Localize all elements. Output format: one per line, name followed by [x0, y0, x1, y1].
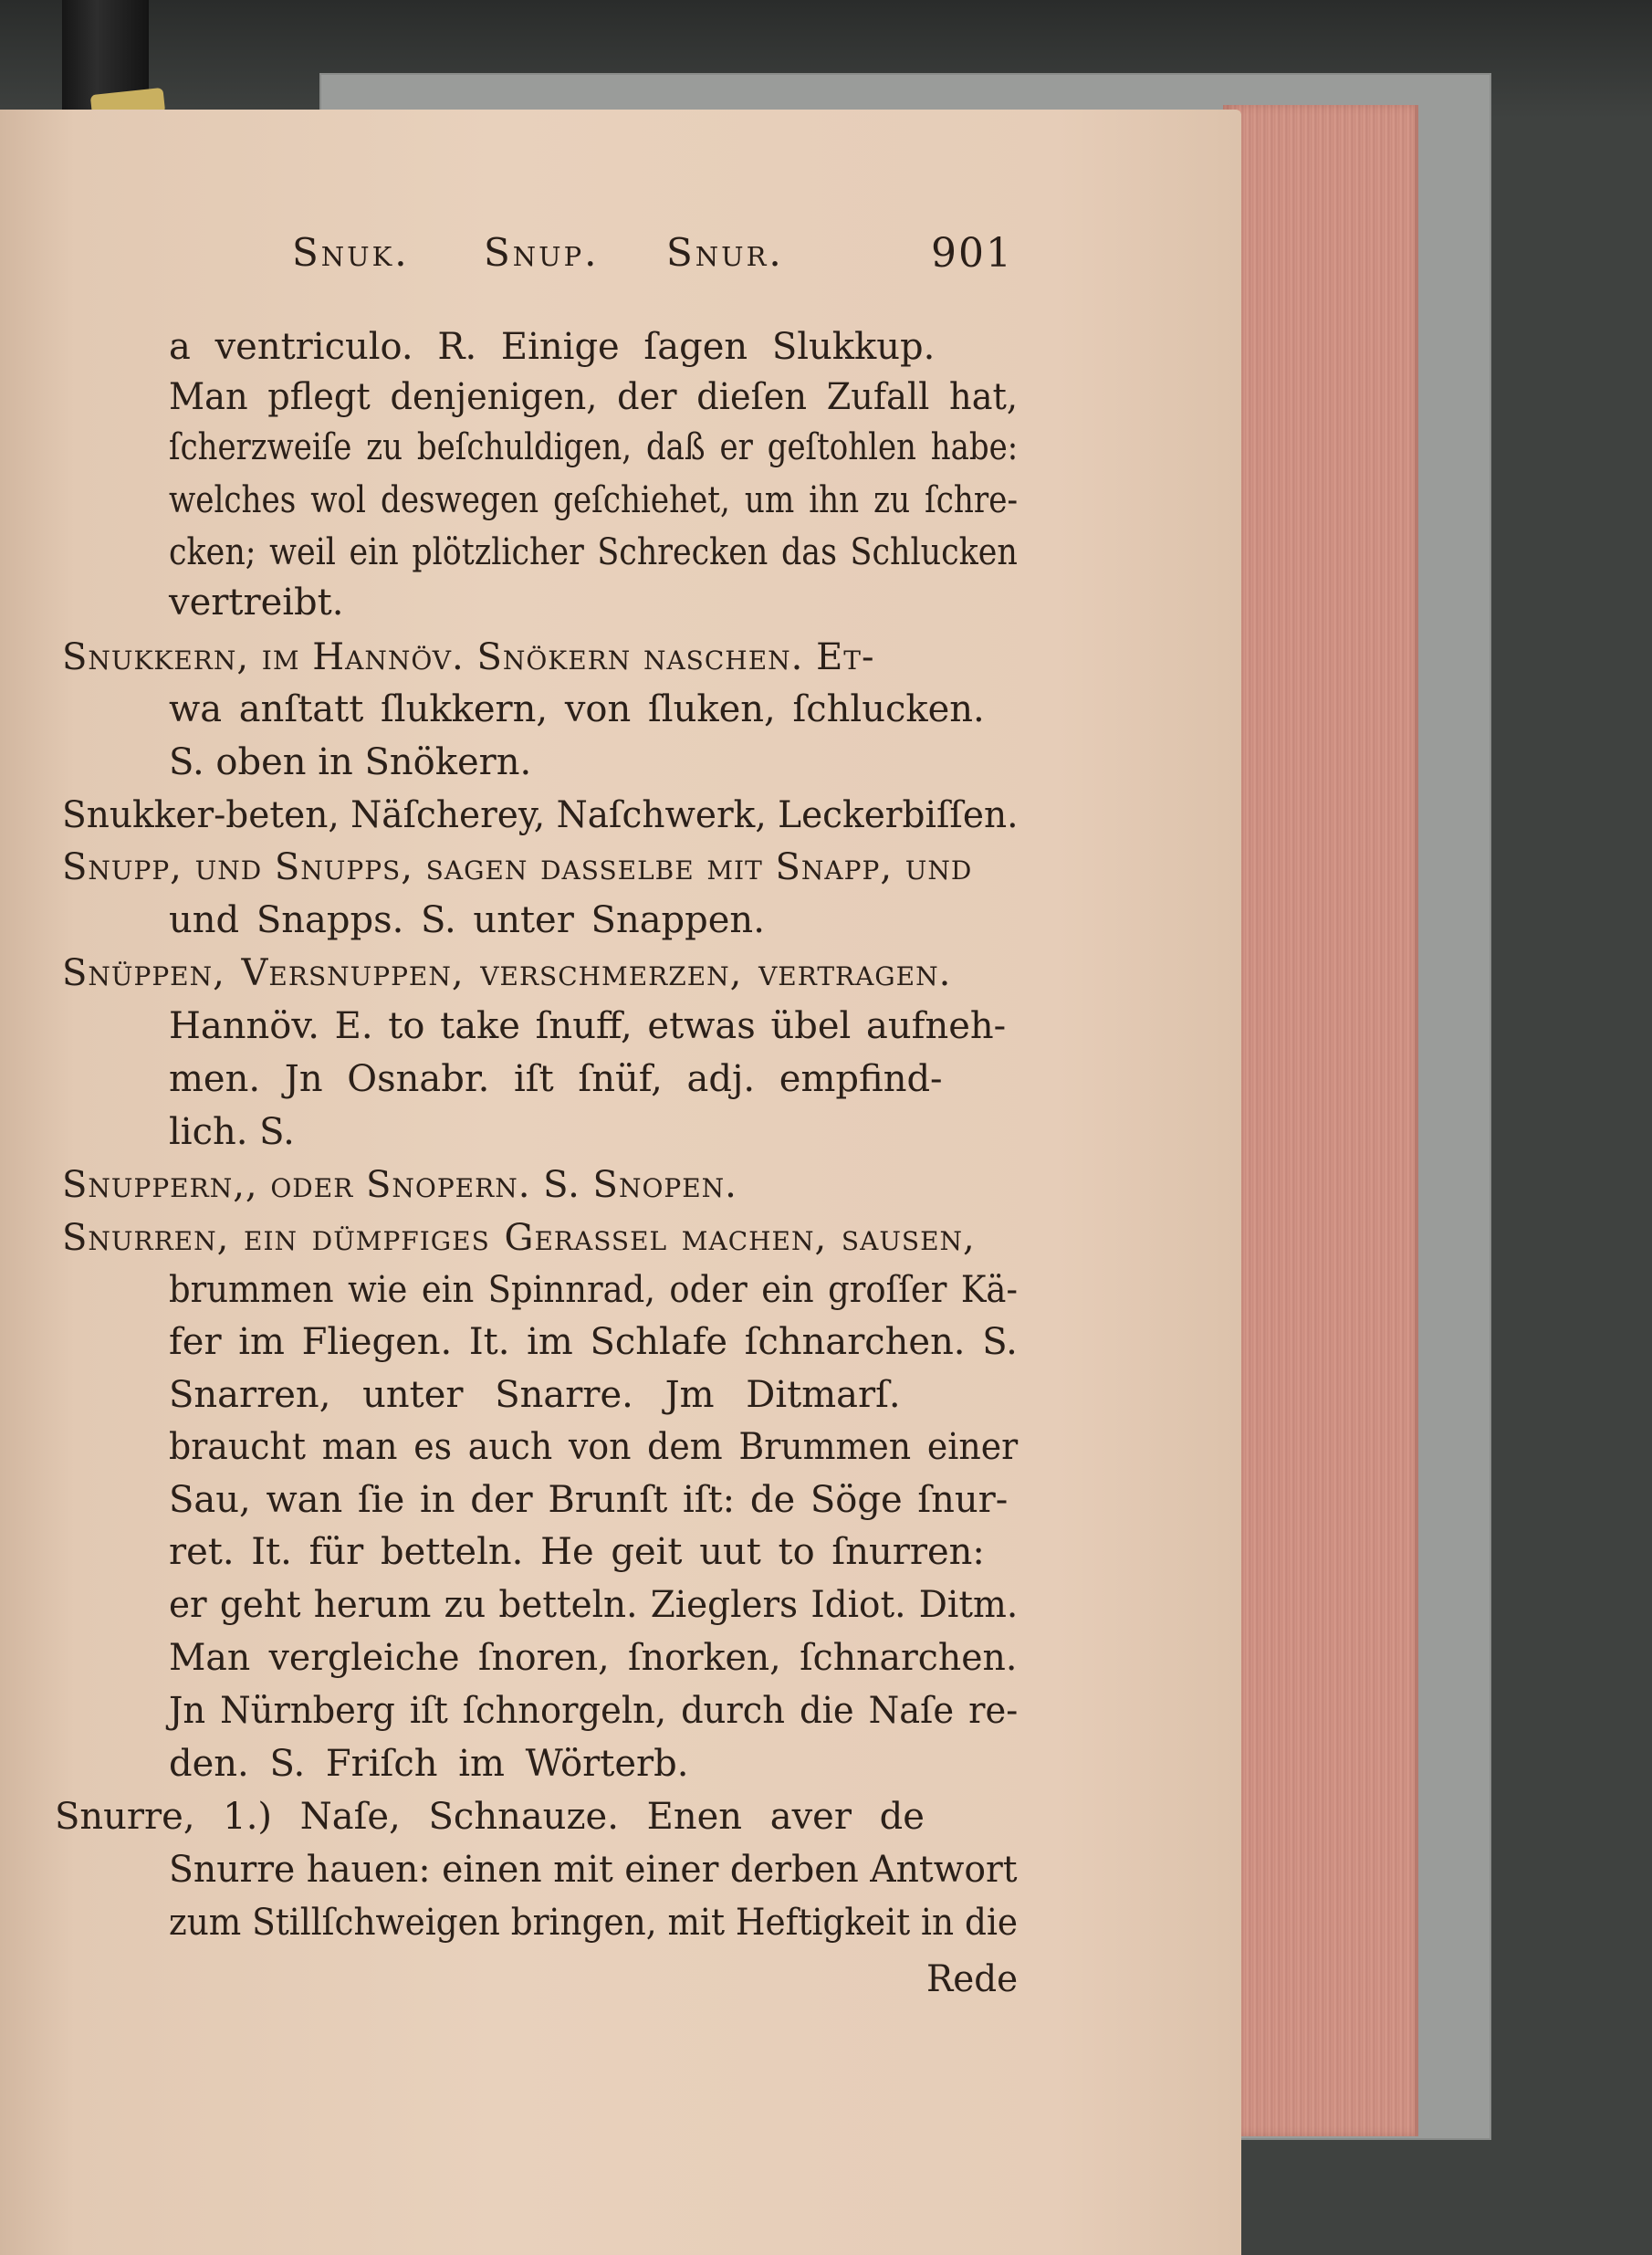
text-line: Jn Nürnberg iſt ſchnorgeln, durch die Naſe re-: [169, 1690, 1019, 1732]
entry-headword-line: Snurren, ein dümpfiges Geraſſel machen, ſauſen,: [62, 1217, 976, 1259]
page-number: 901: [931, 230, 1013, 277]
text-line: zum Stillſchweigen bringen, mit Heftigkeit in die: [169, 1902, 1019, 1944]
text-line: Man vergleiche ſnoren, ſnorken, ſchnarchen.: [169, 1637, 1018, 1679]
running-header: [292, 230, 1022, 285]
text-line: vertreibt.: [169, 582, 344, 624]
text-line: Snarren, unter Snarre. Jm Ditmarſ.: [169, 1374, 901, 1416]
book-fore-edge: [1223, 105, 1418, 2136]
text-line: fer im Fliegen. It. im Schlafe ſchnarchen. S.: [169, 1321, 1018, 1363]
text-line: Snurre hauen: einen mit einer derben Antwort: [169, 1849, 1018, 1891]
text-line: ſcherzweiſe zu beſchuldigen, daß er geſtohlen habe:: [169, 426, 1019, 468]
text-line: a ventriculo. R. Einige ſagen Slukkup.: [169, 326, 936, 368]
entry-headword-line: Snukker-beten, Näſcherey, Naſchwerk, Leckerbiſſen.: [62, 794, 1019, 836]
header-section-3: Snur.: [666, 230, 784, 275]
header-section-2: Snup.: [484, 230, 600, 275]
text-line: cken; weil ein plötzlicher Schrecken das Schlucken: [169, 531, 1018, 573]
text-line: Hannöv. E. to take ſnuff, etwas übel aufneh-: [169, 1005, 1007, 1047]
text-line: ret. It. für betteln. He geit uut to ſnurren:: [169, 1531, 985, 1573]
text-line: men. Jn Osnabr. iſt ſnüf, adj. empfind-: [169, 1058, 943, 1100]
entry-headword-line: Snupp, und Snupps, ſagen daſſelbe mit Snapp, und: [62, 846, 973, 888]
text-line: welches wol deswegen geſchiehet, um ihn zu ſchre-: [169, 479, 1019, 521]
text-line: brummen wie ein Spinnrad, oder ein groſſer Kä-: [169, 1269, 1018, 1311]
text-line: er geht herum zu betteln. Zieglers Idiot. Ditm.: [169, 1584, 1019, 1626]
text-line: braucht man es auch von dem Brummen einer: [169, 1426, 1019, 1468]
entry-headword-line: Snurre, 1.) Naſe, Schnauze. Enen aver de: [55, 1796, 925, 1838]
header-section-1: Snuk.: [292, 230, 410, 275]
text-line: und Snapps. S. unter Snappen.: [169, 899, 765, 941]
entry-headword-line: Snuppern,, oder Snopern. S. Snopen.: [62, 1164, 737, 1206]
entry-headword-line: Snüppen, Verſnuppen, verſchmerzen, vertragen.: [62, 952, 952, 994]
text-line: Sau, wan ſie in der Brunſt iſt: de Söge ſnur-: [169, 1479, 1009, 1521]
text-line: lich. S.: [169, 1111, 295, 1153]
text-line: den. S. Friſch im Wörterb.: [169, 1743, 689, 1785]
entry-headword-line: Snukkern, im Hannöv. Snökern naſchen. Et-: [62, 636, 875, 678]
catchword: Rede: [926, 1958, 1019, 2000]
text-line: wa anſtatt ſlukkern, von ſluken, ſchlucken.: [169, 688, 985, 730]
text-line: Man pflegt denjenigen, der dieſen Zufall hat,: [169, 376, 1019, 418]
text-line: S. oben in Snökern.: [169, 741, 532, 783]
